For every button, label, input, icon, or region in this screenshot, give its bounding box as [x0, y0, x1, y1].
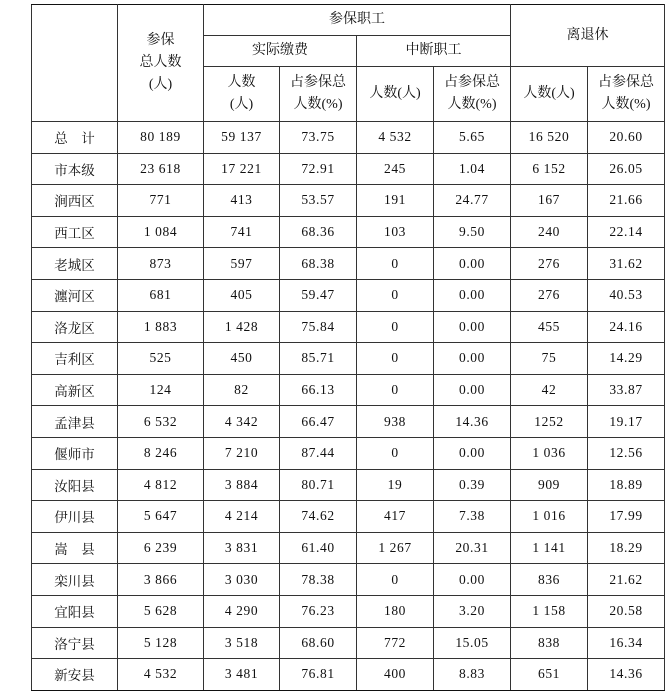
region-name: 洛龙区: [54, 320, 95, 336]
table-row: [32, 153, 665, 185]
interrupted-count-cell: 417: [357, 501, 434, 533]
region-cell: [32, 564, 118, 596]
paid-count-header: 人数 (人): [204, 67, 280, 122]
region-cell: [32, 659, 118, 691]
interrupted-count-cell: 400: [357, 659, 434, 691]
region-name: 伊川县: [54, 510, 95, 526]
header-row: [32, 5, 665, 36]
retired-count-cell: 6 152: [511, 153, 588, 185]
total-cell: 681: [118, 279, 204, 311]
table-row: [32, 311, 665, 343]
region-cell: [32, 185, 118, 217]
paid-pct-cell: 72.91: [280, 153, 357, 185]
interrupted-count-cell: 4 532: [357, 122, 434, 154]
retired-pct-cell: 19.17: [588, 406, 665, 438]
paid-pct-cell: 78.38: [280, 564, 357, 596]
table-row: [32, 532, 665, 564]
interrupted-count-cell: 0: [357, 564, 434, 596]
table-row: [32, 627, 665, 659]
retired-count-cell: 16 520: [511, 122, 588, 154]
retired-pct-cell: 21.62: [588, 564, 665, 596]
retired-count-cell: 240: [511, 216, 588, 248]
paid-pct-cell: 76.23: [280, 595, 357, 627]
region-cell: [32, 122, 118, 154]
paid-count-cell: 450: [204, 343, 280, 375]
region-cell: [32, 374, 118, 406]
paid-count-cell: 3 884: [204, 469, 280, 501]
interrupted-header: 中断职工: [357, 36, 511, 67]
table-row: [32, 501, 665, 533]
interrupted-pct-cell: 24.77: [434, 185, 511, 217]
table-row: [32, 122, 665, 154]
paid-count-cell: 59 137: [204, 122, 280, 154]
retired-pct-cell: 17.99: [588, 501, 665, 533]
retired-count-cell: 276: [511, 248, 588, 280]
region-cell: [32, 437, 118, 469]
interrupted-count-cell: 0: [357, 374, 434, 406]
paid-count-cell: 4 214: [204, 501, 280, 533]
total-cell: 1 883: [118, 311, 204, 343]
interrupted-pct-cell: 5.65: [434, 122, 511, 154]
region-cell: [32, 501, 118, 533]
region-header: [32, 5, 118, 122]
retired-count-cell: 1 036: [511, 437, 588, 469]
region-name: 涧西区: [54, 194, 95, 210]
retired-pct-cell: 14.29: [588, 343, 665, 375]
insured-staff-header: 参保职工: [204, 5, 511, 36]
region-cell: [32, 406, 118, 438]
paid-count-cell: 741: [204, 216, 280, 248]
total-cell: 4 532: [118, 659, 204, 691]
region-name: 总 计: [54, 131, 95, 147]
interrupted-pct-cell: 0.39: [434, 469, 511, 501]
interrupted-pct-cell: 0.00: [434, 564, 511, 596]
total-cell: 5 128: [118, 627, 204, 659]
interrupted-pct-cell: 9.50: [434, 216, 511, 248]
paid-pct-cell: 87.44: [280, 437, 357, 469]
paid-pct-header: 占参保总 人数(%): [280, 67, 357, 122]
retired-header: 离退休: [511, 5, 665, 67]
total-cell: 80 189: [118, 122, 204, 154]
retired-count-cell: 276: [511, 279, 588, 311]
total-cell: 8 246: [118, 437, 204, 469]
paid-pct-cell: 68.60: [280, 627, 357, 659]
region-cell: [32, 627, 118, 659]
table-row: [32, 374, 665, 406]
interrupted-pct-cell: 0.00: [434, 279, 511, 311]
table-row: [32, 216, 665, 248]
retired-pct-header: 占参保总 人数(%): [588, 67, 665, 122]
region-cell: [32, 279, 118, 311]
total-cell: 6 239: [118, 532, 204, 564]
retired-pct-cell: 40.53: [588, 279, 665, 311]
interrupted-pct-cell: 0.00: [434, 343, 511, 375]
paid-pct-cell: 68.38: [280, 248, 357, 280]
retired-count-header: 人数(人): [511, 67, 588, 122]
paid-count-cell: 3 030: [204, 564, 280, 596]
paid-pct-cell: 53.57: [280, 185, 357, 217]
total-cell: 23 618: [118, 153, 204, 185]
retired-pct-cell: 14.36: [588, 659, 665, 691]
region-cell: [32, 595, 118, 627]
interrupted-count-cell: 0: [357, 437, 434, 469]
retired-count-cell: 651: [511, 659, 588, 691]
retired-count-cell: 1252: [511, 406, 588, 438]
paid-pct-cell: 61.40: [280, 532, 357, 564]
total-cell: 525: [118, 343, 204, 375]
total-cell: 4 812: [118, 469, 204, 501]
interrupted-count-cell: 180: [357, 595, 434, 627]
table-row: [32, 659, 665, 691]
retired-count-cell: 167: [511, 185, 588, 217]
region-cell: [32, 248, 118, 280]
retired-pct-cell: 20.60: [588, 122, 665, 154]
retired-pct-cell: 31.62: [588, 248, 665, 280]
region-name: 瀍河区: [54, 289, 95, 305]
retired-count-cell: 75: [511, 343, 588, 375]
region-name: 西工区: [54, 226, 95, 242]
table-row: [32, 279, 665, 311]
interrupted-pct-cell: 0.00: [434, 311, 511, 343]
paid-pct-cell: 66.47: [280, 406, 357, 438]
interrupted-pct-cell: 3.20: [434, 595, 511, 627]
region-name: 栾川县: [54, 573, 95, 589]
interrupted-count-cell: 0: [357, 279, 434, 311]
interrupted-count-cell: 19: [357, 469, 434, 501]
region-cell: [32, 311, 118, 343]
paid-pct-cell: 85.71: [280, 343, 357, 375]
interrupted-count-cell: 772: [357, 627, 434, 659]
region-cell: [32, 343, 118, 375]
paid-pct-cell: 66.13: [280, 374, 357, 406]
interrupted-pct-cell: 0.00: [434, 437, 511, 469]
table-body: [32, 122, 665, 691]
region-name: 汝阳县: [54, 478, 95, 494]
interrupted-count-cell: 0: [357, 311, 434, 343]
interrupted-count-cell: 0: [357, 343, 434, 375]
region-cell: [32, 469, 118, 501]
table-row: [32, 469, 665, 501]
interrupted-pct-cell: 7.38: [434, 501, 511, 533]
region-name: 吉利区: [54, 352, 95, 368]
table-header: [32, 5, 665, 122]
interrupted-count-cell: 1 267: [357, 532, 434, 564]
total-cell: 124: [118, 374, 204, 406]
interrupted-count-header: 人数(人): [357, 67, 434, 122]
region-name: 老城区: [54, 257, 95, 273]
total-cell: 771: [118, 185, 204, 217]
region-cell: [32, 216, 118, 248]
table-row: [32, 595, 665, 627]
paid-count-cell: 3 481: [204, 659, 280, 691]
retired-pct-cell: 33.87: [588, 374, 665, 406]
retired-count-cell: 838: [511, 627, 588, 659]
table-row: [32, 248, 665, 280]
total-insured-header: 参保 总人数 (人): [118, 5, 204, 122]
region-name: 孟津县: [54, 415, 95, 431]
interrupted-count-cell: 191: [357, 185, 434, 217]
paid-count-cell: 597: [204, 248, 280, 280]
paid-count-cell: 3 518: [204, 627, 280, 659]
interrupted-pct-cell: 8.83: [434, 659, 511, 691]
retired-count-cell: 455: [511, 311, 588, 343]
table-row: [32, 406, 665, 438]
paid-pct-cell: 76.81: [280, 659, 357, 691]
total-cell: 5 647: [118, 501, 204, 533]
paid-pct-cell: 59.47: [280, 279, 357, 311]
retired-pct-cell: 21.66: [588, 185, 665, 217]
retired-count-cell: 1 141: [511, 532, 588, 564]
total-cell: 5 628: [118, 595, 204, 627]
retired-pct-cell: 22.14: [588, 216, 665, 248]
region-cell: [32, 532, 118, 564]
paid-count-cell: 17 221: [204, 153, 280, 185]
retired-pct-cell: 18.29: [588, 532, 665, 564]
interrupted-pct-header: 占参保总 人数(%): [434, 67, 511, 122]
table-row: [32, 185, 665, 217]
paid-header: 实际缴费: [204, 36, 357, 67]
paid-count-cell: 413: [204, 185, 280, 217]
region-name: 嵩 县: [54, 542, 95, 558]
retired-pct-cell: 24.16: [588, 311, 665, 343]
paid-count-cell: 1 428: [204, 311, 280, 343]
insurance-statistics-table: [31, 4, 665, 691]
table-row: [32, 343, 665, 375]
region-name: 市本级: [54, 162, 95, 178]
region-name: 高新区: [54, 384, 95, 400]
retired-count-cell: 1 158: [511, 595, 588, 627]
table-row: [32, 437, 665, 469]
interrupted-count-cell: 938: [357, 406, 434, 438]
paid-count-cell: 4 290: [204, 595, 280, 627]
paid-pct-cell: 68.36: [280, 216, 357, 248]
table-row: [32, 564, 665, 596]
total-cell: 1 084: [118, 216, 204, 248]
paid-count-cell: 405: [204, 279, 280, 311]
retired-count-cell: 836: [511, 564, 588, 596]
interrupted-pct-cell: 0.00: [434, 248, 511, 280]
retired-pct-cell: 18.89: [588, 469, 665, 501]
paid-pct-cell: 73.75: [280, 122, 357, 154]
paid-count-cell: 82: [204, 374, 280, 406]
region-name: 宜阳县: [54, 605, 95, 621]
paid-count-cell: 3 831: [204, 532, 280, 564]
region-name: 偃师市: [54, 447, 95, 463]
retired-pct-cell: 12.56: [588, 437, 665, 469]
interrupted-pct-cell: 20.31: [434, 532, 511, 564]
region-cell: [32, 153, 118, 185]
paid-pct-cell: 75.84: [280, 311, 357, 343]
paid-count-cell: 4 342: [204, 406, 280, 438]
interrupted-count-cell: 0: [357, 248, 434, 280]
region-name: 新安县: [54, 668, 95, 684]
retired-pct-cell: 20.58: [588, 595, 665, 627]
retired-pct-cell: 26.05: [588, 153, 665, 185]
interrupted-count-cell: 245: [357, 153, 434, 185]
total-cell: 873: [118, 248, 204, 280]
retired-count-cell: 1 016: [511, 501, 588, 533]
interrupted-pct-cell: 1.04: [434, 153, 511, 185]
retired-count-cell: 909: [511, 469, 588, 501]
interrupted-pct-cell: 14.36: [434, 406, 511, 438]
interrupted-pct-cell: 15.05: [434, 627, 511, 659]
paid-pct-cell: 74.62: [280, 501, 357, 533]
region-name: 洛宁县: [54, 636, 95, 652]
total-cell: 6 532: [118, 406, 204, 438]
interrupted-pct-cell: 0.00: [434, 374, 511, 406]
paid-pct-cell: 80.71: [280, 469, 357, 501]
retired-count-cell: 42: [511, 374, 588, 406]
retired-pct-cell: 16.34: [588, 627, 665, 659]
paid-count-cell: 7 210: [204, 437, 280, 469]
total-cell: 3 866: [118, 564, 204, 596]
interrupted-count-cell: 103: [357, 216, 434, 248]
